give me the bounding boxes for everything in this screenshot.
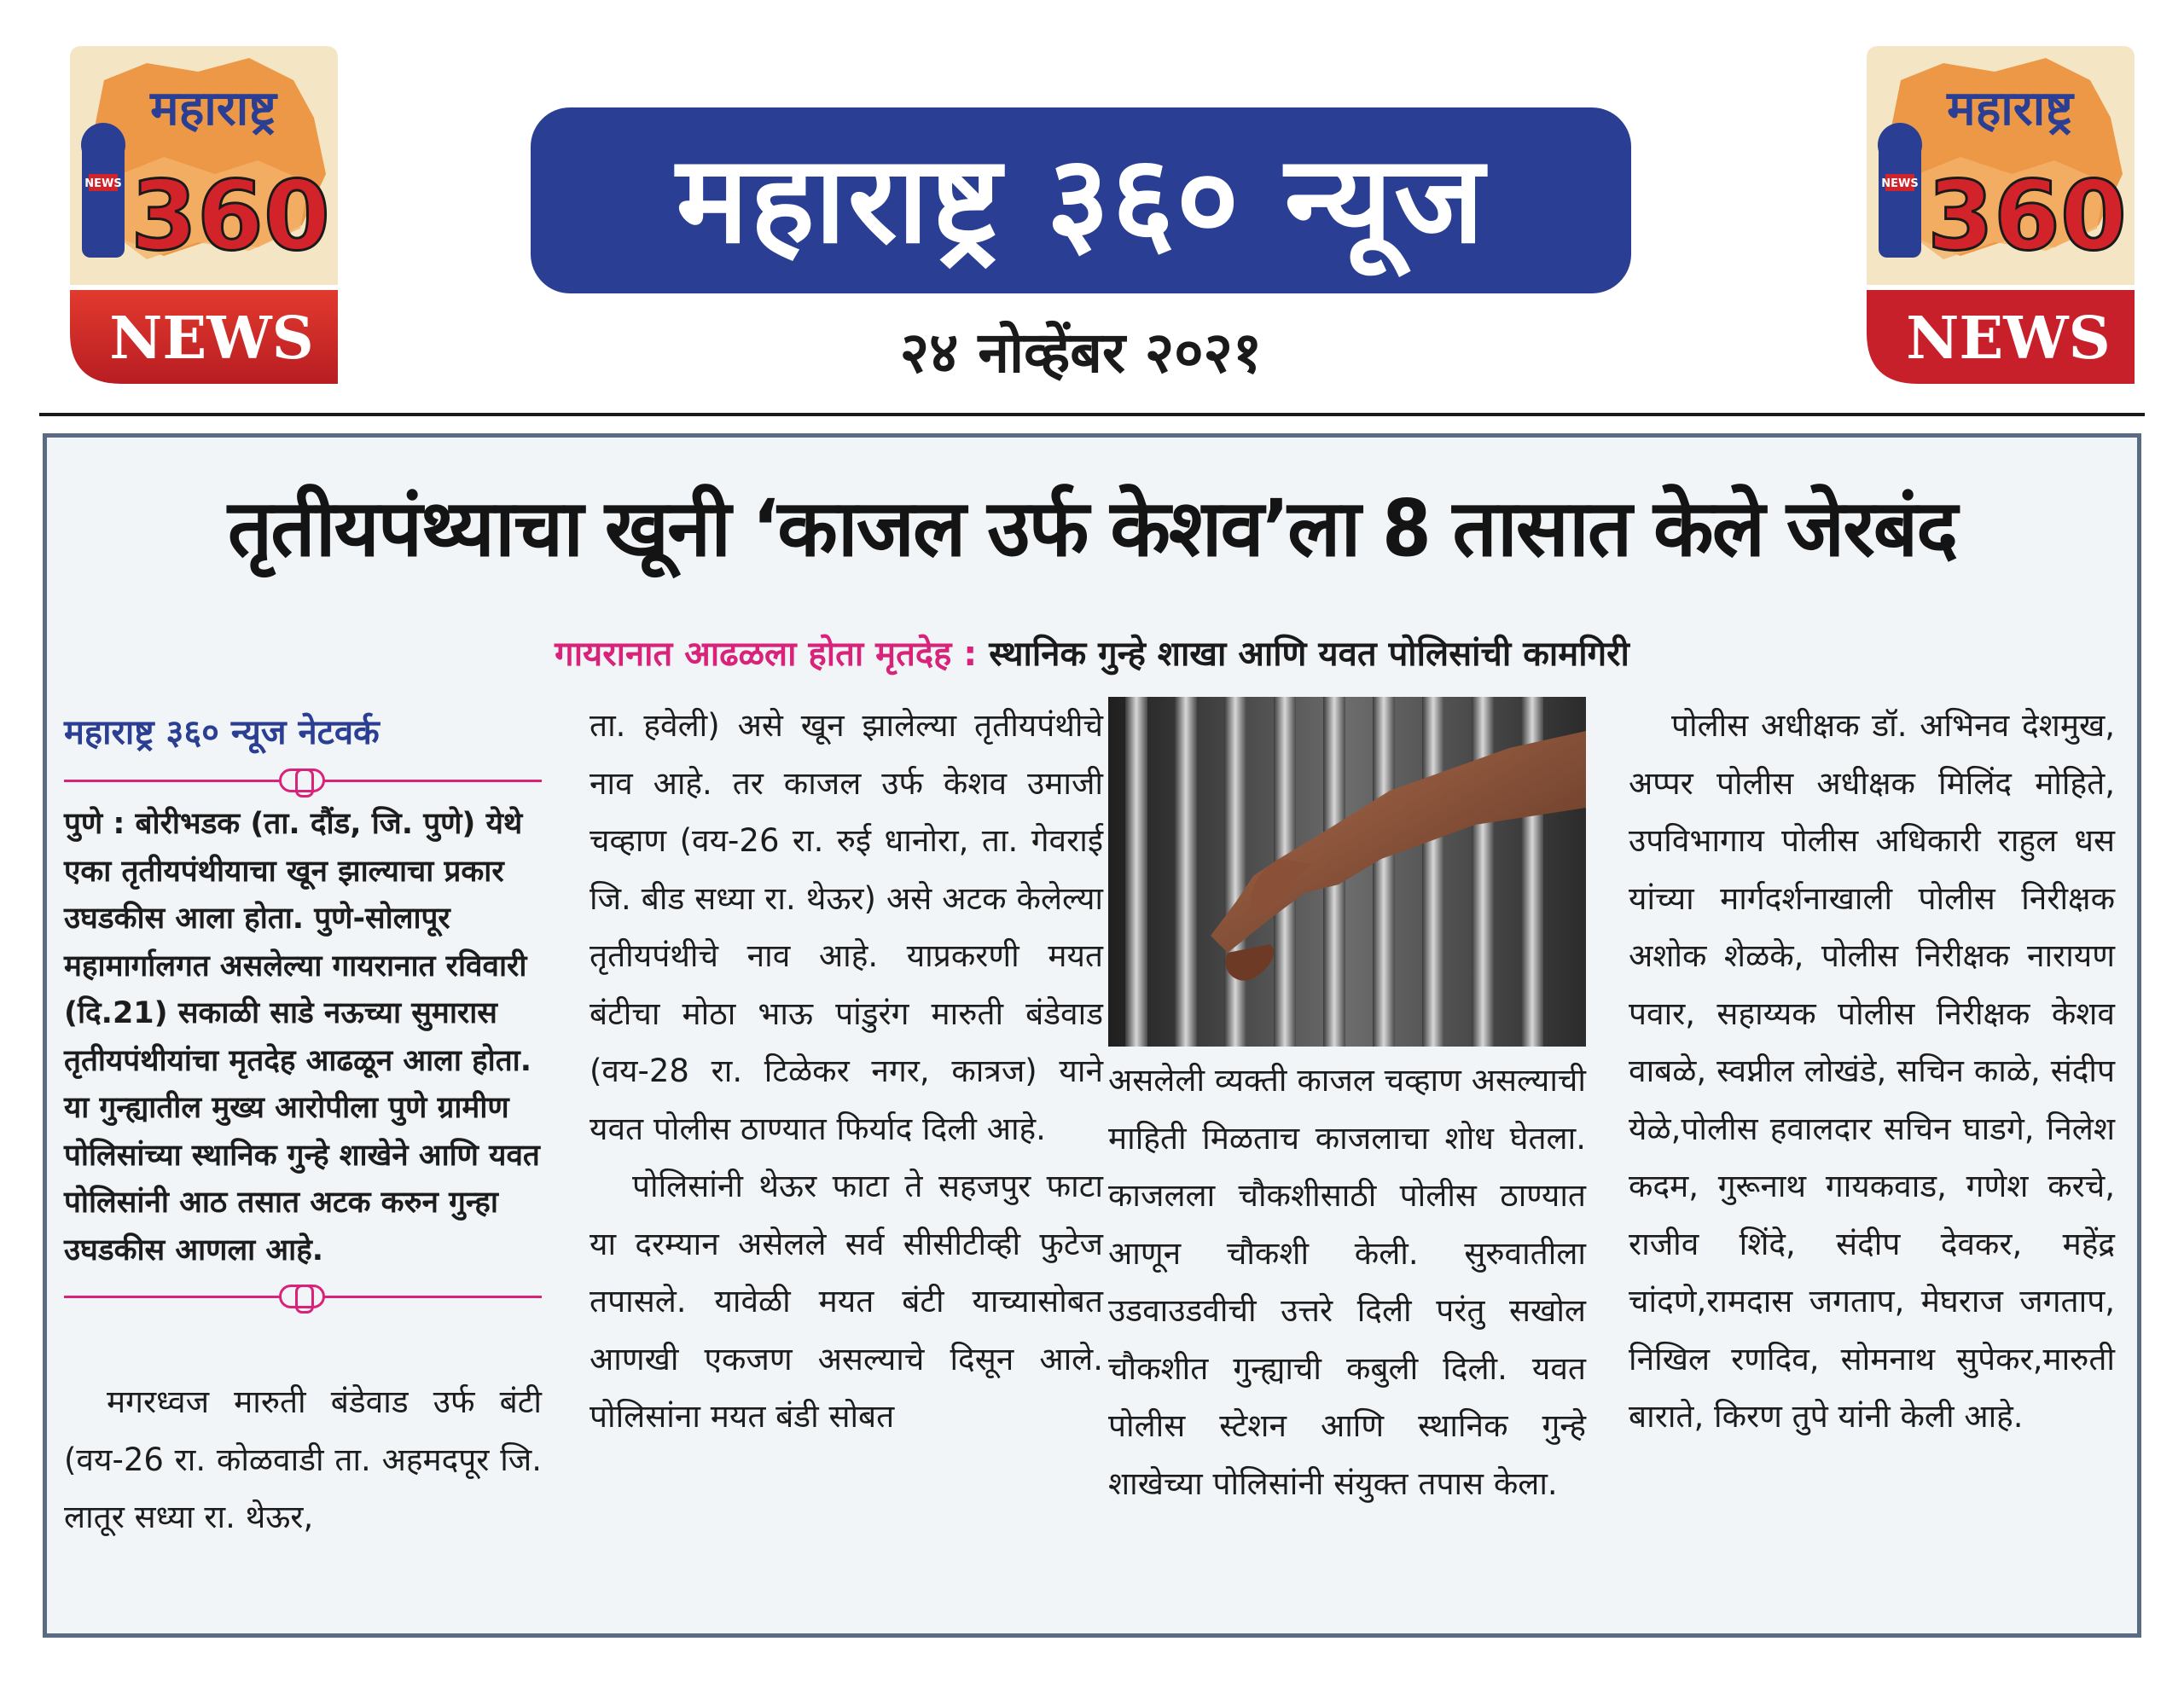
logo-mic-tag: NEWS — [84, 177, 122, 190]
svg-text:NEWS: NEWS — [1881, 177, 1919, 190]
logo-number: 360 — [131, 161, 330, 272]
maharashtra-360-news-logo — [70, 46, 338, 384]
masthead-title: महाराष्ट्र ३६० न्यूज — [676, 130, 1486, 270]
subhead-kicker: गायरानात आढळला होता मृतदेह : — [555, 635, 978, 674]
column-2-paragraph-2: पोलिसांनी थेऊर फाटा ते सहजपुर फाटा या दरम्यान असेलले सर्व सीसीटीव्ही फुटेज तपासले. यावेळी मयत बंटी याच्यासोबत आणखी एकजण असल्याचे दिसून आले. पोलिसांना मयत बंडी सोबत — [590, 1168, 1103, 1435]
article-box — [43, 433, 2141, 1638]
subhead-deck: स्थानिक गुन्हे शाखा आणि यवत पोलिसांची कामगिरी — [989, 635, 1629, 674]
hands-behind-bars-photo — [1108, 697, 1586, 1047]
article-subhead — [47, 629, 2137, 676]
article-column-3 — [1108, 697, 1586, 1512]
svg-text:महाराष्ट्र: महाराष्ट्र — [1947, 81, 2073, 136]
logo-left — [70, 46, 338, 384]
column-3-body: असलेली व्यक्ती काजल चव्हाण असल्याची माहिती मिळताच काजलाचा शोध घेतला. काजलला चौकशीसाठी पोलीस ठाण्यात आणून चौकशी केली. सुरुवातीला उडवाउडवीची उत्तरे दिली परंतु सखोल चौकशीत गुन्ह्याची कबुली दिली. यवत पोलीस स्टेशन आणि स्थानिक गुन्हे शाखेच्या पोलिसांनी संयुक्त तपास केला. — [1108, 1062, 1586, 1502]
logo-top-text: महाराष्ट्र — [150, 81, 276, 136]
svg-text:360: 360 — [1927, 161, 2127, 272]
svg-text:NEWS: NEWS — [1906, 304, 2111, 373]
article-column-2 — [590, 697, 1103, 1446]
article-column-4 — [1629, 697, 2115, 1446]
maharashtra-360-news-logo — [1867, 46, 2135, 384]
column-2-paragraph-1: ता. हवेली) असे खून झालेल्या तृतीयपंथीचे नाव आहे. तर काजल उर्फ केशव उमाजी चव्हाण (वय-26 रा. रुई धानोरा, ता. गेवराई जि. बीड सध्या रा. थेऊर) असे अटक केलेल्या तृतीयपंथीचे नाव आहे. याप्रकरणी मयत बंटीचा मोठा भाऊ पांडुरंग मारुती बंडेवाड (वय-28 रा. टिळेकर नगर, कात्रज) याने यवत पोलीस ठाण्यात फिर्याद दिली आहे. — [590, 707, 1103, 1147]
masthead-banner — [531, 107, 1631, 293]
logo-bottom-text: NEWS — [109, 304, 314, 373]
column-1-body: मगरध्वज मारुती बंडेवाड उर्फ बंटी (वय-26 रा. कोळवाडी ता. अहमदपूर जि. लातूर सध्या रा. थेऊर, — [64, 1383, 542, 1535]
ornament-divider-top — [64, 763, 542, 798]
ornament-divider-bottom — [64, 1279, 542, 1314]
byline: महाराष्ट्र ३६० न्यूज नेटवर्क — [64, 713, 380, 752]
article-lede: पुणे : बोरीभडक (ता. दौंड, जि. पुणे) येथे एका तृतीयपंथीयाचा खून झाल्याचा प्रकार उघडकीस आला होता. पुणे-सोलापूर महामार्गालगत असलेल्या गायरानात रविवारी (दि.21) सकाळी साडे नऊच्या सुमारास तृतीयपंथीयांचा मृतदेह आढळून आला होता. या गुन्ह्यातील मुख्य आरोपीला पुणे ग्रामीण पोलिसांच्या स्थानिक गुन्हे शाखेने आणि यवत पोलिसांनी आठ तसात अटक करुन गुन्हा उघडकीस आणला आहे. — [64, 807, 540, 1267]
article-headline: तृतीयपंथ्याचा खूनी ‘काजल उर्फ केशव’ला 8 तासात केले जेरबंद — [227, 483, 1957, 574]
issue-date: २४ नोव्हेंबर २०२१ — [899, 320, 1263, 386]
column-4-body: पोलीस अधीक्षक डॉ. अभिनव देशमुख, अप्पर पोलीस अधीक्षक मिलिंद मोहिते, उपविभागाय पोलीस अधिकारी राहुल धस यांच्या मार्गदर्शनाखाली पोलीस निरीक्षक अशोक शेळके, पोलीस निरीक्षक नारायण पवार, सहाय्यक पोलीस निरीक्षक केशव वाबळे, स्वप्नील लोखंडे, सचिन काळे, संदीप येळे,पोलीस हवालदार सचिन घाडगे, निलेश कदम, गुरूनाथ गायकवाड, गणेश करचे, राजीव शिंदे, संदीप देवकर, महेंद्र चांदणे,रामदास जगताप, मेघराज जगताप, निखिल रणदिव, सोमनाथ सुपेकर,मारुती बाराते, किरण तुपे यांनी केली आहे. — [1629, 707, 2115, 1435]
logo-right — [1867, 46, 2135, 384]
header-divider — [39, 413, 2145, 416]
article-column-1 — [64, 697, 542, 1546]
